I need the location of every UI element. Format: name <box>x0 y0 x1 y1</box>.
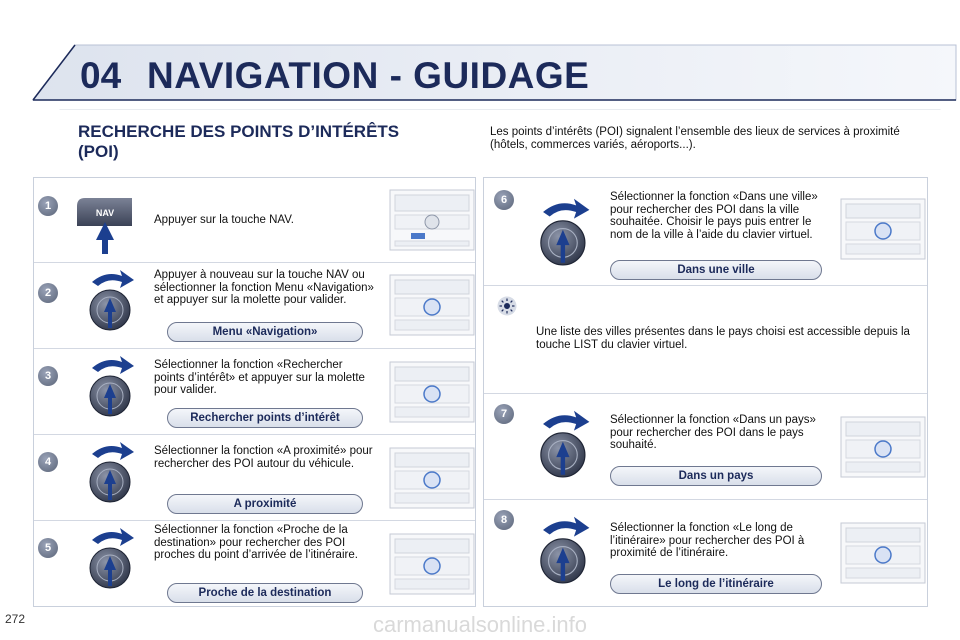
proche-destination-label: Proche de la destination <box>167 583 363 603</box>
step-text: Sélectionner la fonction «Rechercher points d’intérêt» et appuyer sur la molette pour valider. <box>154 359 365 396</box>
step-text: Sélectionner la fonction «Dans un pays» pour rechercher des POI dans le pays souhaité. <box>610 414 816 451</box>
step-number-badge: 2 <box>38 283 58 303</box>
step-number-badge: 8 <box>494 510 514 530</box>
step-6 <box>484 178 927 286</box>
radio-panel-icon <box>840 522 926 584</box>
left-steps-panel <box>33 177 476 607</box>
step-text: Sélectionner la fonction «A proximité» pour rechercher des POI autour du véhicule. <box>154 445 373 470</box>
rotary-knob-icon <box>532 196 596 270</box>
page-number: 272 <box>5 612 26 626</box>
step-5 <box>34 521 475 608</box>
step-7 <box>484 394 927 500</box>
rotary-knob-icon <box>82 440 140 506</box>
section-title <box>78 122 458 162</box>
sun-bulb-icon <box>497 296 517 316</box>
rotary-knob-icon <box>82 354 140 420</box>
rotary-knob-icon <box>82 268 140 334</box>
rotary-knob-icon <box>532 408 596 482</box>
radio-panel-icon <box>840 416 926 478</box>
menu-navigation-label: Menu «Navigation» <box>167 322 363 342</box>
radio-panel-icon <box>389 274 475 336</box>
radio-panel-icon <box>389 361 475 423</box>
step-text: Appuyer à nouveau sur la touche NAV ou sélectionner la fonction Menu «Navigation» et appuyer sur la molette pour valider. <box>154 269 374 306</box>
step-number-badge: 4 <box>38 452 58 472</box>
intro-text: Les points d’intérêts (POI) signalent l’ensemble des lieux de services à proximité (hôtels, commerces variés, aéroports...). <box>490 126 900 151</box>
dans-une-ville-label: Dans une ville <box>610 260 822 280</box>
radio-panel-icon <box>389 189 475 251</box>
step-number-badge: 1 <box>38 196 58 216</box>
dans-un-pays-label: Dans un pays <box>610 466 822 486</box>
section-title-line2: (POI) <box>78 142 119 161</box>
section-title-line1: RECHERCHE DES POINTS D’INTÉRÊTS <box>78 122 400 141</box>
step-text: Sélectionner la fonction «Dans une ville» pour rechercher des POI dans la ville souhaitée. Choisir le pays puis entrer le nom de la ville à l’aide du clavier virtuel. <box>610 191 818 241</box>
step-text: Sélectionner la fonction «Proche de la destination» pour rechercher des POI proches du point d’arrivée de l’itinéraire. <box>154 524 358 561</box>
step-8 <box>484 500 927 608</box>
chapter-number: 04 <box>80 55 122 96</box>
rotary-knob-icon <box>82 526 140 592</box>
step-3 <box>34 349 475 435</box>
right-steps-panel <box>483 177 928 607</box>
step-number-badge: 6 <box>494 190 514 210</box>
step-number-badge: 7 <box>494 404 514 424</box>
step-2 <box>34 263 475 349</box>
tip-box <box>484 286 927 394</box>
step-1 <box>34 178 475 263</box>
a-proximite-label: A proximité <box>167 494 363 514</box>
radio-panel-icon <box>389 533 475 595</box>
rechercher-poi-label: Rechercher points d’intérêt <box>167 408 363 428</box>
tip-text: Une liste des villes présentes dans le pays choisi est accessible depuis la touche LIST du clavier virtuel. <box>536 326 910 351</box>
nav-button-icon <box>72 188 138 258</box>
step-4 <box>34 435 475 521</box>
radio-panel-icon <box>840 198 926 260</box>
watermark: carmanualsonline.info <box>372 612 588 637</box>
chapter-title: NAVIGATION - GUIDAGE <box>147 55 590 96</box>
step-number-badge: 5 <box>38 538 58 558</box>
page-header <box>0 0 960 110</box>
nav-button-label: NAV <box>95 208 115 218</box>
le-long-itineraire-label: Le long de l’itinéraire <box>610 574 822 594</box>
radio-panel-icon <box>389 447 475 509</box>
rotary-knob-icon <box>532 514 596 588</box>
step-text: Appuyer sur la touche NAV. <box>154 214 294 226</box>
step-number-badge: 3 <box>38 366 58 386</box>
step-text: Sélectionner la fonction «Le long de l’itinéraire» pour rechercher des POI à proximité de l’itinéraire. <box>610 522 805 559</box>
